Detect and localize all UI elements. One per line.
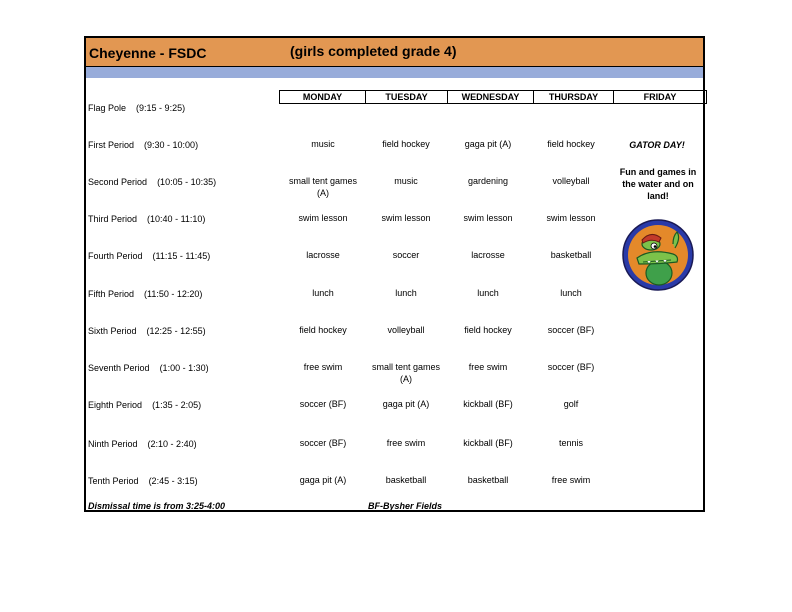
- period-separator: [138, 439, 148, 449]
- activity-cell: music: [311, 139, 335, 149]
- period-time: (1:00 - 1:30): [159, 363, 209, 373]
- period-time: (12:25 - 12:55): [146, 326, 206, 336]
- day-header-monday: MONDAY: [279, 90, 366, 104]
- activity-cell: basketball: [385, 475, 427, 485]
- period-label: [88, 439, 197, 449]
- activity-cell: lacrosse: [471, 250, 505, 260]
- period-time: (11:15 - 11:45): [152, 251, 211, 261]
- period-separator: [134, 140, 144, 150]
- activity-cell: swim lesson: [463, 213, 513, 223]
- activity-cell: lunch: [395, 288, 417, 298]
- period-time: (10:40 - 11:10): [147, 214, 206, 224]
- activity-cell: soccer (BF): [299, 399, 347, 409]
- period-time: (9:15 - 9:25): [136, 103, 186, 113]
- period-time: (1:35 - 2:05): [152, 400, 202, 410]
- period-label: [88, 326, 206, 336]
- header-band: [86, 67, 703, 78]
- activity-cell: kickball (BF): [463, 438, 513, 448]
- page-subtitle: (girls completed grade 4): [290, 43, 457, 59]
- period-separator: [139, 476, 149, 486]
- activity-cell: soccer (BF): [299, 438, 347, 448]
- period-name: Eighth Period: [88, 400, 143, 410]
- period-name: Second Period: [88, 177, 148, 187]
- period-separator: [143, 251, 153, 261]
- period-name: Sixth Period: [88, 326, 137, 336]
- period-name: Tenth Period: [88, 476, 139, 486]
- activity-cell: volleyball: [552, 176, 590, 186]
- period-time: (2:45 - 3:15): [148, 476, 198, 486]
- day-header-tuesday: TUESDAY: [365, 90, 448, 104]
- activity-cell: free swim: [551, 475, 591, 485]
- dismissal-note: Dismissal time is from 3:25-4:00: [88, 501, 226, 511]
- activity-cell: gaga pit (A): [464, 139, 512, 149]
- period-label: [88, 363, 209, 373]
- activity-cell: field hockey: [464, 325, 512, 335]
- activity-cell: volleyball: [387, 325, 425, 335]
- activity-cell: golf: [563, 399, 579, 409]
- period-label: [88, 289, 202, 299]
- activity-cell: kickball (BF): [463, 399, 513, 409]
- activity-cell: soccer: [392, 250, 420, 260]
- activity-cell: small tent games (A): [288, 176, 358, 198]
- activity-cell: basketball: [550, 250, 592, 260]
- activity-cell: lacrosse: [306, 250, 340, 260]
- activity-cell: soccer (BF): [547, 362, 595, 372]
- activity-cell: lunch: [312, 288, 334, 298]
- period-label: [88, 140, 198, 150]
- activity-cell: free swim: [386, 438, 426, 448]
- period-name: First Period: [88, 140, 135, 150]
- alligator-mascot-icon: [621, 218, 695, 292]
- period-name: Seventh Period: [88, 363, 150, 373]
- period-time: (9:30 - 10:00): [144, 140, 199, 150]
- period-separator: [150, 363, 160, 373]
- period-separator: [147, 177, 157, 187]
- period-label: [88, 400, 201, 410]
- friday-description: Fun and games in the water and on land!: [619, 167, 697, 201]
- schedule-sheet: [84, 36, 705, 512]
- day-header-wednesday: WEDNESDAY: [447, 90, 534, 104]
- period-separator: [137, 214, 147, 224]
- activity-cell: field hockey: [382, 139, 430, 149]
- activity-cell: tennis: [558, 438, 584, 448]
- activity-cell: gardening: [467, 176, 509, 186]
- period-label: [88, 214, 205, 224]
- period-separator: [134, 289, 144, 299]
- activity-cell: swim lesson: [381, 213, 431, 223]
- period-name: Flag Pole: [88, 103, 127, 113]
- activity-cell: free swim: [468, 362, 508, 372]
- period-time: (11:50 - 12:20): [144, 289, 203, 299]
- period-separator: [126, 103, 136, 113]
- period-name: Third Period: [88, 214, 138, 224]
- page-title: Cheyenne - FSDC: [89, 45, 207, 61]
- activity-cell: free swim: [303, 362, 343, 372]
- activity-cell: lunch: [560, 288, 582, 298]
- day-header-thursday: THURSDAY: [533, 90, 614, 104]
- activity-cell: swim lesson: [298, 213, 348, 223]
- activity-cell: field hockey: [299, 325, 347, 335]
- activity-cell: gaga pit (A): [299, 475, 347, 485]
- period-time: (10:05 - 10:35): [157, 177, 217, 187]
- period-time: (2:10 - 2:40): [147, 439, 197, 449]
- gator-day-label: GATOR DAY!: [629, 140, 685, 150]
- period-separator: [137, 326, 147, 336]
- activity-cell: basketball: [467, 475, 509, 485]
- fields-legend: BF-Bysher Fields: [368, 501, 443, 511]
- activity-cell: music: [394, 176, 418, 186]
- period-name: Fifth Period: [88, 289, 135, 299]
- activity-cell: swim lesson: [546, 213, 596, 223]
- period-label: [88, 177, 216, 187]
- activity-cell: soccer (BF): [547, 325, 595, 335]
- activity-cell: field hockey: [547, 139, 595, 149]
- activity-cell: small tent games (A): [371, 362, 441, 384]
- header-bar: [86, 38, 703, 67]
- period-name: Fourth Period: [88, 251, 143, 261]
- period-name: Ninth Period: [88, 439, 138, 449]
- period-label: [88, 251, 210, 261]
- period-label: [88, 476, 198, 486]
- day-header-friday: FRIDAY: [613, 90, 707, 104]
- activity-cell: lunch: [477, 288, 499, 298]
- activity-cell: gaga pit (A): [382, 399, 430, 409]
- period-label: [88, 103, 185, 113]
- period-separator: [142, 400, 152, 410]
